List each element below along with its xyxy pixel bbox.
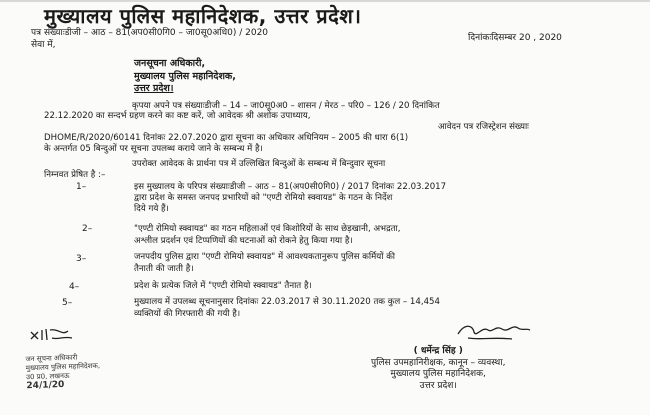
initials-signature-icon [28,324,76,346]
intro-line: कृपया अपने पत्र संख्याःडीजी – 14 – जा0सू0अ0 – शासन / मेरठ – परि0 – 126 / 20 दिनांकित [132,101,440,111]
intro-line: DHOME/R/2020/60141 दिनांकः 22.07.2020 द्वारा सूचना का अधिकार अधिनियम – 2005 की धारा 6(1) [44,133,409,143]
intro-line: 22.12.2020 का सन्दर्भ ग्रहण करने का कष्ट करें, जो आवेदक श्री अशोक उपाध्याय, [44,111,311,121]
point-line: अश्लील प्रदर्शन एवं टिप्पणियों की घटनाओं को रोकने हेतु किया गया है। [134,236,353,246]
letter-reference: पत्र संख्याःडीजी – आठ – 81(अप0सी0गि0 – जा0सू0अधि0) / 2020 [31,28,269,38]
stamp-line: 24/1/20 [26,379,65,392]
point-line: जनपदीय पुलिस द्वारा "एण्टी रोमियो स्क्वायड" में आवश्यकतानुरूप पुलिस कर्मियों की [134,252,396,262]
address-line: उत्तर प्रदेश। [134,83,174,94]
point-number: 5– [62,298,73,308]
point-number: 2– [82,224,93,234]
letter-date: दिनांकःदिसम्बर 20 , 2020 [468,33,562,43]
stamp-line: मुख्यालय पुलिस महानिदेशक, [25,361,101,373]
point-number: 4– [69,282,80,292]
address-line: मुख्यालय पुलिस महानिदेशक, [134,71,236,82]
officer-signature-icon [454,320,532,344]
point-line: मुख्यालय में उपलब्ध सूचनानुसार दिनांकः 22.03.2017 से 30.11.2020 तक कुल – 14,454 [134,297,440,307]
point-line: तैनाती की जाती है। [134,264,194,274]
officer-designation: पुलिस उपमहानिरीक्षक, कानून – व्यवस्था, [371,357,506,368]
salutation: सेवा में, [31,40,56,50]
point-number: 3– [76,254,87,264]
stamp-line: उ0 प्र0, लखनऊ [26,371,70,382]
point-line: दिये गये हैं। [134,204,169,214]
stamp-line: जन सूचना अधिकारी [25,353,78,364]
point-line: प्रदेश के प्रत्येक जिले में "एण्टी रोमियो स्क्वायड" तैनात है। [134,281,312,291]
officer-designation: मुख्यालय पुलिस महानिदेशक, [390,369,486,379]
point-line: व्यक्तियों की गिरफ्तारी की गयी है। [134,309,241,319]
preface-line: उपरोक्त आवेदक के प्रार्थना पत्र में उल्लिखित बिन्दुओं के सम्बन्ध में बिन्दुवार सूचना [132,159,386,169]
address-line: जनसूचना अधिकारी, [134,58,206,69]
signature-block [371,346,505,392]
intro-line: आवेदन पत्र रजिस्ट्रेशन संख्याः [438,122,529,132]
point-line: "एण्टी रोमियो स्क्वायड" का गठन महिलाओं एवं किशोरियों के साथ छेड़खानी, अभद्रता, [134,224,401,234]
intro-line: के अन्तर्गत 05 बिन्दुओं पर सूचना उपलब्ध कराये जाने के सम्बन्ध में है। [44,144,263,154]
letterhead-title: मुख्यालय पुलिस महानिदेशक, उत्तर प्रदेश। [44,4,362,28]
officer-name: ( धर्मेन्द्र सिंह ) [413,346,463,356]
point-number: 1– [76,182,87,192]
officer-designation: उत्तर प्रदेश। [419,380,457,391]
office-stamp [25,353,100,392]
point-line: द्वारा प्रदेश के समस्त जनपद प्रभारियों को "एण्टी रोमियो स्क्वायड" के गठन के निर्देश [134,193,393,203]
preface-line: निम्नवत प्रेषित है :– [44,170,106,180]
point-line: इस मुख्यालय के परिपत्र संख्याःडीजी – आठ – 81(अप0सी0गि0) / 2017 दिनांकः 22.03.2017 [134,182,447,192]
